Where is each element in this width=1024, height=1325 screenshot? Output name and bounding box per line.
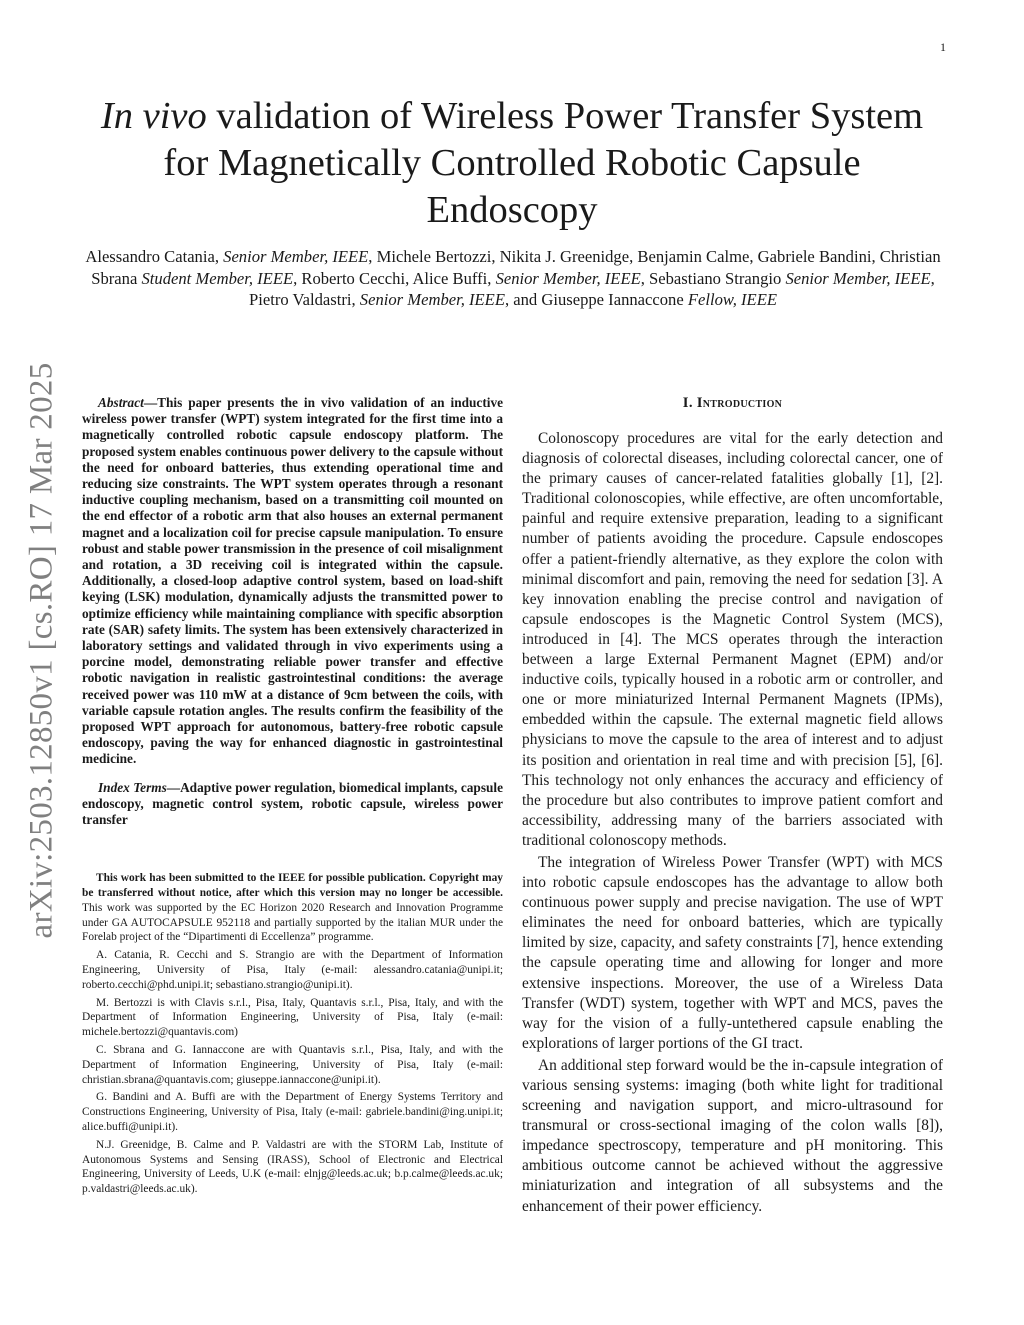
body-paragraph: An additional step forward would be the in-capsule integration of various sensing systems: imaging (both white light for traditional screening and navigation support, and micro-ultrasound for transmural or cross-sectional imaging of the colon walls [8]), impedance spectroscopy, temperature and pH monitoring. This ambitious outcome cannot be achieved without the aggressive miniaturization and integration of all subsystems and the enhancement of their power efficiency.	[522, 1056, 943, 1215]
author-role: Senior Member, IEEE	[495, 268, 641, 288]
author-sep: ,	[930, 268, 935, 288]
affiliation-note: A. Catania, R. Cecchi and S. Strangio are with the Department of Information Engineering, University of Pisa, Italy (e-mail: alessandro.catania@unipi.it; roberto.cecchi@phd.unipi.it; sebastiano.strangio@unipi.it).	[82, 949, 503, 991]
title-rest: validation of Wireless Power Transfer System for Magnetically Controlled Robotic Capsule Endoscopy	[163, 95, 924, 231]
author-group: Michele Bertozzi, Nikita J. Greenidge, Benjamin Calme, Gabriele Bandini, Christian Sbrana	[91, 247, 941, 288]
affiliation-note: M. Bertozzi is with Clavis s.r.l., Pisa, Italy, Quantavis s.r.l., Pisa, Italy, and with the Department of Information Engineering, University of Pisa, Italy (e-mail: michele.bertozzi@quantavis.com)	[82, 996, 503, 1039]
abstract	[82, 395, 503, 768]
author-role: Fellow, IEEE	[687, 290, 777, 309]
paper-title	[90, 93, 934, 234]
section-number: I.	[682, 395, 697, 411]
author-sep: ,	[504, 290, 514, 309]
author-role: Senior Member, IEEE	[359, 290, 505, 309]
affiliation-note: N.J. Greenidge, B. Calme and P. Valdastri are with the STORM Lab, Institute of Autonomous Systems and Sensing (IRASS), School of Electronic and Electrical Engineering, University of Leeds, U.K (e-mail: elnjg@leeds.ac.uk; b.p.calme@leeds.ac.uk; p.valdastri@leeds.ac.uk).	[82, 1138, 503, 1196]
affiliation-note: G. Bandini and A. Buffi are with the Department of Energy Systems Territory and Constructions Engineering, University of Pisa, Italy (e-mail: gabriele.bandini@ing.unipi.it; alice.buffi@unipi.it).	[82, 1091, 503, 1134]
author-group: and Giuseppe Iannaccone	[513, 290, 688, 309]
body-paragraph: The integration of Wireless Power Transfer (WPT) with MCS into robotic capsule endoscopes has the advantage to allow both continuous power supply and precise navigation. The use of WPT eliminates the need for onboard batteries, which are typically limited by size, capacity, and safety constraints [7], hence extending the capsule operating time and allowing for longer and more extensive inspections. Moreover, the use of a Wireless Data Transfer (WDT) system, together with WPT and MCS, paves the way for the vision of a fully-untethered capsule enabling the explorations of larger portions of the GI tract.	[522, 853, 943, 1052]
arxiv-identifier-text: arXiv:2503.12850v1 [cs.RO] 17 Mar 2025	[23, 362, 60, 938]
index-terms-text: —Adaptive power regulation, biomedical implants, capsule endoscopy, magnetic control system, robotic capsule, wireless power transfer	[82, 779, 503, 828]
author-group: Alessandro Catania,	[85, 247, 224, 266]
section-heading-introduction	[522, 395, 943, 412]
index-terms-label: Index Terms	[98, 779, 167, 795]
right-column	[522, 395, 943, 1219]
author-group: Sebastiano Strangio	[649, 268, 786, 288]
abstract-label: Abstract	[98, 395, 144, 410]
arxiv-identifier	[12, 345, 72, 955]
index-terms	[82, 780, 503, 829]
page-number: 1	[940, 40, 946, 54]
author-role: Senior Member, IEEE	[785, 268, 931, 288]
funding-note: This work was supported by the EC Horizon 2020 Research and Innovation Programme under GA AUTOCAPSULE 952118 and partially supported by the italian MUR under the Forelab project of the “Dipartimenti di Eccellenza” programme.	[82, 901, 503, 944]
section-title: Introduction	[696, 395, 783, 411]
submission-note-bold: This work has been submitted to the IEEE for possible publication. Copyright may be transferred without notice, after which this version may no longer be accessible.	[82, 872, 503, 900]
author-group: Roberto Cecchi, Alice Buffi,	[301, 268, 496, 288]
submission-note	[82, 871, 503, 945]
left-column	[82, 395, 503, 1200]
author-role: Senior Member, IEEE	[223, 247, 369, 266]
body-paragraph: Colonoscopy procedures are vital for the early detection and diagnosis of colorectal diseases, including colorectal cancer, one of the primary causes of cancer-related fatalities globally [1], [2]. Traditional colonoscopies, while effective, are often uncomfortable, painful and require extensive preparation, leading to a significant number of patients avoiding the procedure. Capsule endoscopes offer a patient-friendly alternative, as they explore the colon with minimal discomfort and pain, removing the need for sedation [3]. A key innovation enabling the precise control and navigation of capsule endoscopes is the Magnetic Control System (MCS), introduced in [4]. The MCS operates through the interaction between a large External Permanent Magnet (EPM) and/or inductive coils, typically housed in a robotic arm or controller, and one or more miniaturized Internal Permanent Magnets (IPMs), embedded within the capsule. The external magnetic field allows physicians to move the capsule to the area of interest and to adjust its position and orientation in real time and with precision [5], [6]. This technology not only enhances the accuracy and efficiency of the procedure but also contributes to improve patient comfort and accessibility, addressing many of the barriers associated with traditional colonoscopy methods.	[522, 430, 943, 849]
author-role: Student Member, IEEE	[141, 268, 294, 288]
author-group: Pietro Valdastri,	[249, 290, 360, 309]
footnotes	[82, 871, 503, 1197]
abstract-text: —This paper presents the in vivo validation of an inductive wireless power transfer (WPT) system integrated for the first time into a magnetically controlled robotic capsule endoscopy platform. The proposed system enables continuous power delivery to the capsule without the need for onboard batteries, thus extending operational time and reducing size constraints. The WPT system operates through a resonant inductive coupling mechanism, based on a transmitting coil mounted on the end effector of a robotic arm that also houses an external permanent magnet and a localization coil for precise capsule manipulation. To ensure robust and stable power transmission in the presence of coil misalignment and rotation, a 3D receiving coil is integrated within the capsule. Additionally, a closed-loop adaptive control system, based on load-shift keying (LSK) modulation, dynamically adjusts the transmitted power to optimize efficiency while maintaining compliance with specific absorption rate (SAR) safety limits. The system has been extensively characterized in laboratory settings and validated through in vivo experiments using a porcine model, demonstrating reliable power transfer and effective robotic navigation in realistic gastrointestinal conditions: the average received power was 110 mW at a distance of 9cm between the coils, with variable capsule rotation angles. The results confirm the feasibility of the proposed WPT approach for autonomous, battery-free robotic capsule endoscopy, paving the way for enhanced diagnostic in gastrointestinal medicine.	[82, 395, 503, 767]
title-italic: In vivo	[100, 95, 207, 137]
author-sep: ,	[293, 268, 302, 288]
author-sep: ,	[640, 268, 650, 288]
author-sep: ,	[368, 247, 377, 266]
affiliation-note: C. Sbrana and G. Iannaccone are with Quantavis s.r.l., Pisa, Italy, and with the Department of Information Engineering, University of Pisa, Italy (e-mail: christian.sbrana@quantavis.com; giuseppe.iannaccone@unipi.it).	[82, 1044, 503, 1086]
introduction-body	[522, 429, 943, 1217]
author-list	[80, 246, 946, 311]
